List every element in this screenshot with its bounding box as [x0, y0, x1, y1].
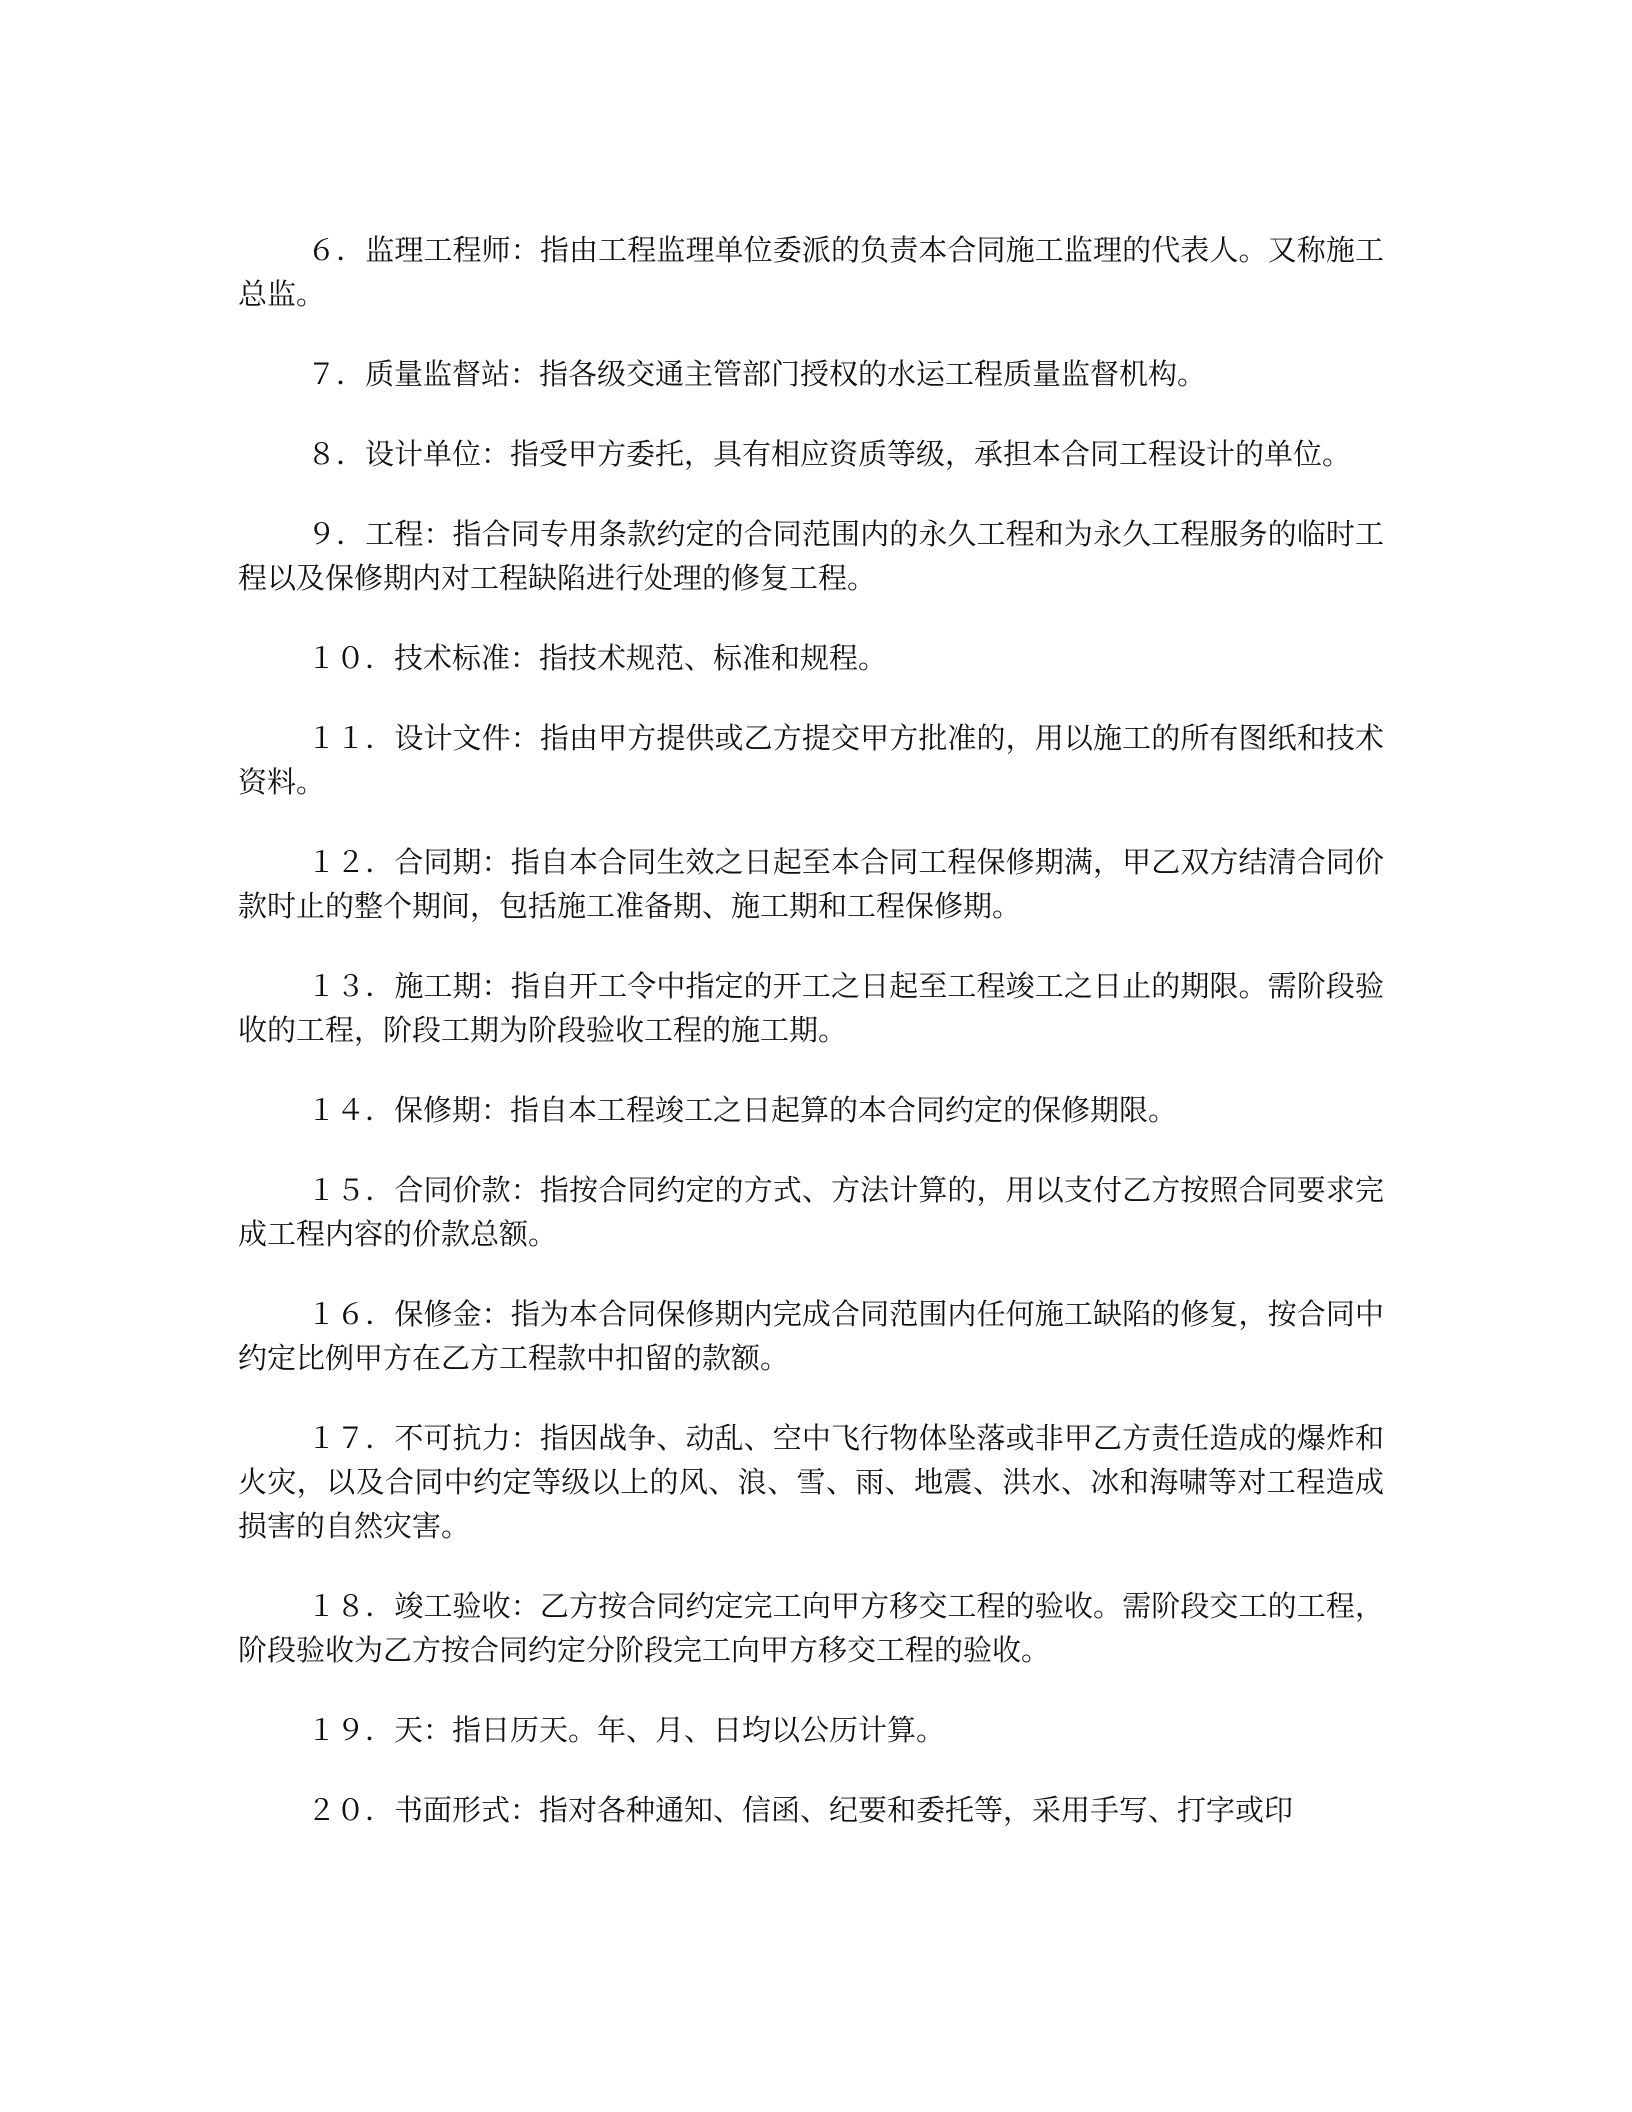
definition-paragraph-14: １４．保修期：指自本工程竣工之日起算的本合同约定的保修期限。 — [307, 1093, 1178, 1127]
definition-paragraph-13: １３．施工期：指自开工令中指定的开工之日起至工程竣工之日止的期限。需阶段验收的工程，阶段工期为阶段验收工程的施工期。 — [238, 969, 1384, 1047]
definition-paragraph-15: １５．合同价款：指按合同约定的方式、方法计算的，用以支付乙方按照合同要求完成工程内容的价款总额。 — [238, 1173, 1384, 1251]
definition-paragraph-6: ６．监理工程师：指由工程监理单位委派的负责本合同施工监理的代表人。又称施工总监。 — [238, 233, 1384, 311]
definition-paragraph-9: ９．工程：指合同专用条款约定的合同范围内的永久工程和为永久工程服务的临时工程以及保修期内对工程缺陷进行处理的修复工程。 — [238, 517, 1384, 595]
document-page — [238, 228, 1384, 1868]
definition-paragraph-12: １２．合同期：指自本合同生效之日起至本合同工程保修期满，甲乙双方结清合同价款时止的整个期间，包括施工准备期、施工期和工程保修期。 — [238, 845, 1384, 923]
definition-paragraph-20: ２０．书面形式：指对各种通知、信函、纪要和委托等，采用手写、打字或印 — [307, 1793, 1294, 1827]
definition-paragraph-16: １６．保修金：指为本合同保修期内完成合同范围内任何施工缺陷的修复，按合同中约定比例甲方在乙方工程款中扣留的款额。 — [238, 1297, 1384, 1375]
definition-paragraph-8: ８．设计单位：指受甲方委托，具有相应资质等级，承担本合同工程设计的单位。 — [307, 437, 1352, 471]
definition-paragraph-7: ７．质量监督站：指各级交通主管部门授权的水运工程质量监督机构。 — [307, 357, 1207, 391]
definition-paragraph-10: １０．技术标准：指技术规范、标准和规程。 — [307, 641, 888, 675]
definition-paragraph-18: １８．竣工验收：乙方按合同约定完工向甲方移交工程的验收。需阶段交工的工程，阶段验收为乙方按合同约定分阶段完工向甲方移交工程的验收。 — [238, 1589, 1384, 1667]
definition-paragraph-11: １１．设计文件：指由甲方提供或乙方提交甲方批准的，用以施工的所有图纸和技术资料。 — [238, 721, 1384, 799]
definition-paragraph-19: １９．天：指日历天。年、月、日均以公历计算。 — [307, 1713, 946, 1747]
definition-paragraph-17: １７．不可抗力：指因战争、动乱、空中飞行物体坠落或非甲乙方责任造成的爆炸和火灾，以及合同中约定等级以上的风、浪、雪、雨、地震、洪水、冰和海啸等对工程造成损害的自然灾害。 — [238, 1421, 1384, 1543]
